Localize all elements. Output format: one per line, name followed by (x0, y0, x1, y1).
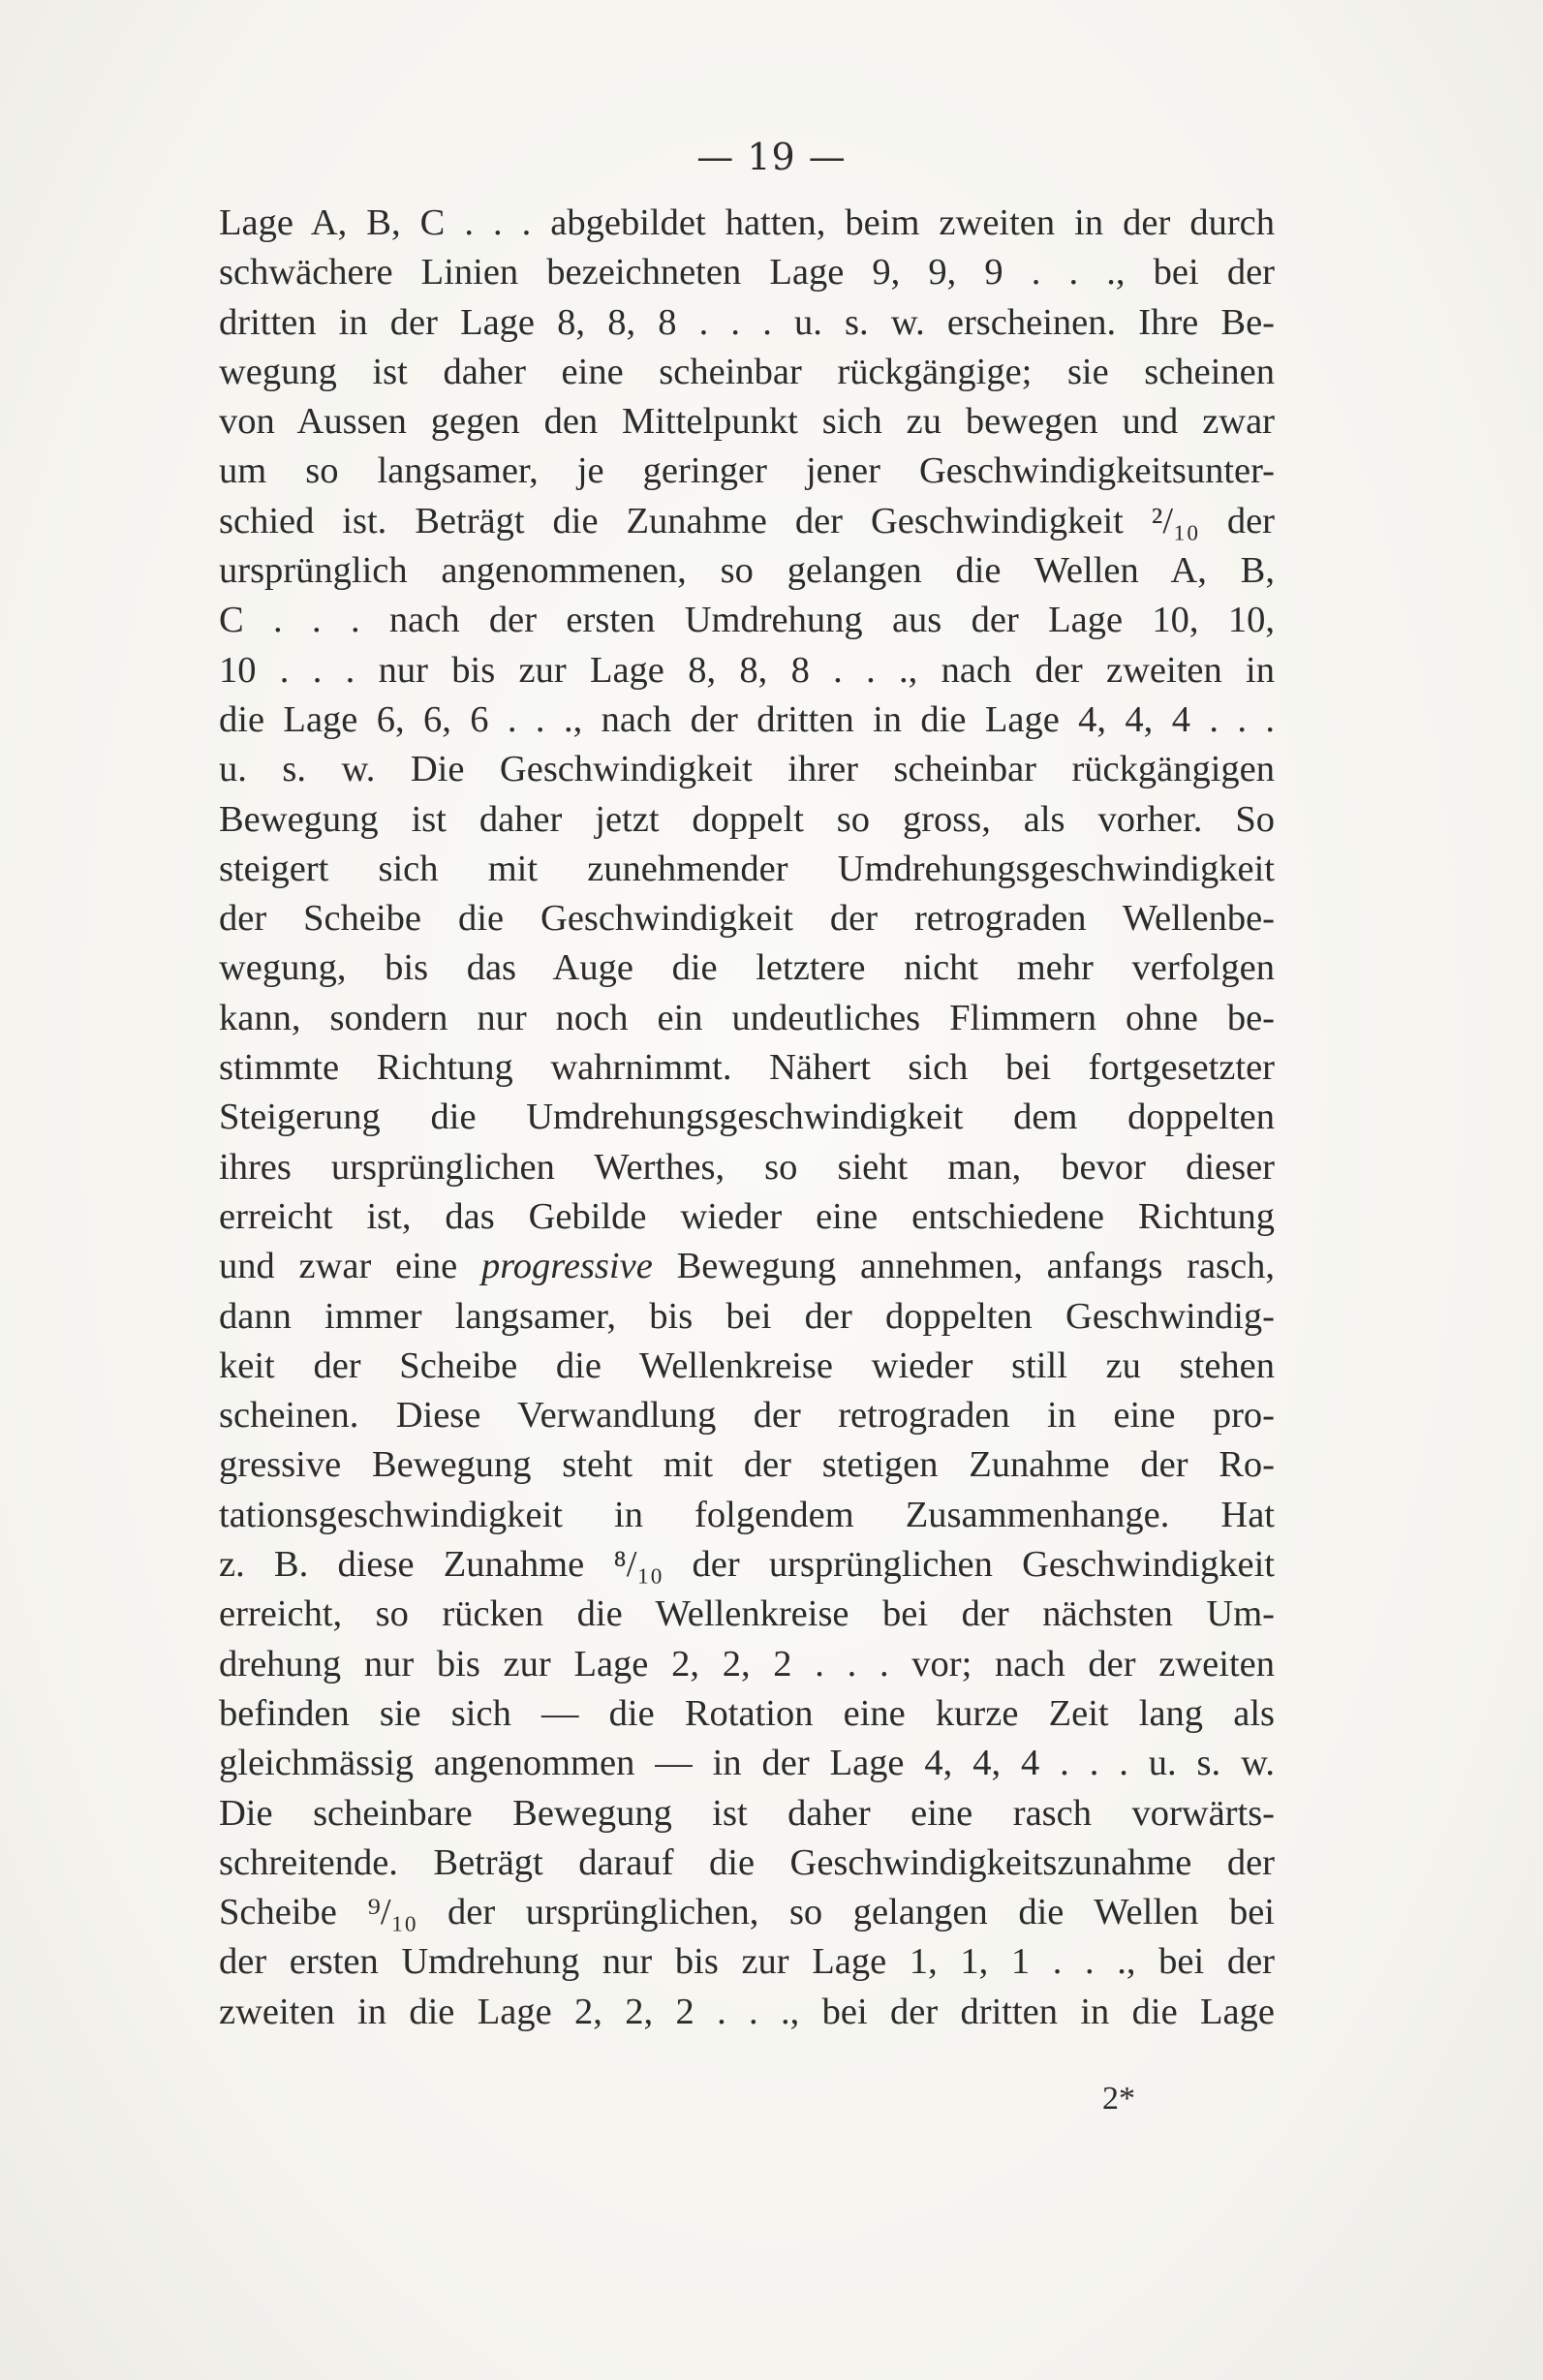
text-fragment: Bewegung annehmen, anfangs rasch, (652, 1246, 1275, 1287)
signature-mark: 2* (1102, 2081, 1135, 2117)
text-line (219, 695, 1275, 745)
text-fragment: wegung ist daher eine scheinbar rückgängige; sie scheinen (219, 351, 1275, 392)
text-fragment: der ersten Umdrehung nur bis zur Lage 1, 1, 1 . . ., bei der (219, 1941, 1275, 1983)
text-line (219, 1640, 1275, 1689)
text-line (219, 1739, 1275, 1788)
text-line (219, 546, 1275, 596)
text-line (219, 348, 1275, 397)
text-fragment: kann, sondern nur noch ein undeutliches Flimmern ohne be- (219, 997, 1275, 1038)
text-line (219, 1143, 1275, 1192)
text-line (219, 1789, 1275, 1839)
text-fragment: die Lage 6, 6, 6 . . ., nach der dritten in die Lage 4, 4, 4 . . . (219, 698, 1275, 740)
text-line (219, 1043, 1275, 1093)
text-fragment: drehung nur bis zur Lage 2, 2, 2 . . . vor; nach der zweiten (219, 1643, 1275, 1685)
text-fragment: 10 . . . nur bis zur Lage 8, 8, 8 . . ., nach der zweiten in (219, 649, 1275, 691)
text-fragment: der Scheibe die Geschwindigkeit der retrograden Wellenbe- (219, 898, 1275, 940)
text-line (219, 994, 1275, 1043)
text-line (219, 298, 1275, 348)
text-line (219, 1292, 1275, 1342)
text-line (219, 1888, 1275, 1937)
text-line (219, 1540, 1275, 1590)
text-fragment: ursprünglich angenommenen, so gelangen die Wellen A, B, (219, 550, 1275, 592)
text-fragment: gleichmässig angenommen — in der Lage 4, 4, 4 . . . u. s. w. (219, 1743, 1275, 1784)
text-fragment: befinden sie sich — die Rotation eine kurze Zeit lang als (219, 1692, 1275, 1734)
text-fragment: C . . . nach der ersten Umdrehung aus der Lage 10, 10, (219, 600, 1275, 641)
text-fragment: steigert sich mit zunehmender Umdrehungsgeschwindigkeit (219, 848, 1275, 889)
text-line (219, 596, 1275, 645)
text-fragment: schwächere Linien bezeichneten Lage 9, 9, 9 . . ., bei der (219, 252, 1275, 294)
text-fragment: Die scheinbare Bewegung ist daher eine rasch vorwärts- (219, 1792, 1275, 1834)
text-line (219, 1491, 1275, 1540)
page-number: — 19 — (696, 136, 847, 178)
text-line (219, 1192, 1275, 1242)
text-fragment: erreicht, so rücken die Wellenkreise bei der nächsten Um- (219, 1593, 1275, 1635)
text-line (219, 447, 1275, 496)
text-line (219, 1590, 1275, 1639)
text-line (219, 1839, 1275, 1888)
text-line (219, 1391, 1275, 1440)
text-line (219, 646, 1275, 695)
text-fragment: dritten in der Lage 8, 8, 8 . . . u. s. w. erscheinen. Ihre Be- (219, 301, 1275, 343)
text-line (219, 943, 1275, 993)
text-line (219, 497, 1275, 546)
text-line (219, 1342, 1275, 1391)
text-line (219, 845, 1275, 894)
text-fragment: zweiten in die Lage 2, 2, 2 . . ., bei der dritten in die Lage (219, 1991, 1275, 2032)
text-line (219, 1242, 1275, 1291)
text-fragment: erreicht ist, das Gebilde wieder eine entschiedene Richtung (219, 1195, 1275, 1237)
text-fragment: keit der Scheibe die Wellenkreise wieder still zu stehen (219, 1345, 1275, 1386)
text-fragment: scheinen. Diese Verwandlung der retrograden in eine pro- (219, 1395, 1275, 1437)
text-line (219, 397, 1275, 447)
text-line (219, 745, 1275, 794)
text-fragment: Lage A, B, C . . . abgebildet hatten, beim zweiten in der durch (219, 202, 1275, 243)
text-fragment: schreitende. Beträgt darauf die Geschwindigkeitszunahme der (219, 1841, 1275, 1883)
text-line (219, 795, 1275, 845)
text-fragment: ihres ursprünglichen Werthes, so sieht man, bevor dieser (219, 1146, 1275, 1188)
text-fragment: Steigerung die Umdrehungsgeschwindigkeit dem doppelten (219, 1097, 1275, 1138)
text-line (219, 1440, 1275, 1490)
text-fragment: wegung, bis das Auge die letztere nicht mehr verfolgen (219, 947, 1275, 989)
text-fragment: stimmte Richtung wahrnimmt. Nähert sich bei fortgesetzter (219, 1047, 1275, 1089)
text-line (219, 1093, 1275, 1142)
body-text (219, 199, 1275, 2037)
text-fragment: schied ist. Beträgt die Zunahme der Geschwindigkeit ²/₁₀ der (219, 500, 1275, 541)
text-line (219, 1689, 1275, 1739)
text-fragment: tationsgeschwindigkeit in folgendem Zusammenhange. Hat (219, 1494, 1275, 1535)
text-line (219, 199, 1275, 248)
text-fragment: z. B. diese Zunahme ⁸/₁₀ der ursprünglichen Geschwindigkeit (219, 1544, 1275, 1586)
text-line (219, 1937, 1275, 1987)
text-fragment: dann immer langsamer, bis bei der doppelten Geschwindig- (219, 1295, 1275, 1337)
text-fragment: um so langsamer, je geringer jener Geschwindigkeitsunter- (219, 450, 1275, 492)
text-fragment: und zwar eine (219, 1246, 481, 1287)
text-line (219, 248, 1275, 297)
text-fragment: von Aussen gegen den Mittelpunkt sich zu bewegen und zwar (219, 401, 1275, 443)
text-fragment: gressive Bewegung steht mit der stetigen Zunahme der Ro- (219, 1444, 1275, 1486)
text-fragment: u. s. w. Die Geschwindigkeit ihrer scheinbar rückgängigen (219, 749, 1275, 790)
text-line (219, 894, 1275, 943)
text-line (219, 1988, 1275, 2037)
text-fragment: Scheibe ⁹/₁₀ der ursprünglichen, so gelangen die Wellen bei (219, 1892, 1275, 1933)
text-fragment: Bewegung ist daher jetzt doppelt so gross, als vorher. So (219, 798, 1275, 840)
italic-text: progressive (481, 1246, 653, 1287)
